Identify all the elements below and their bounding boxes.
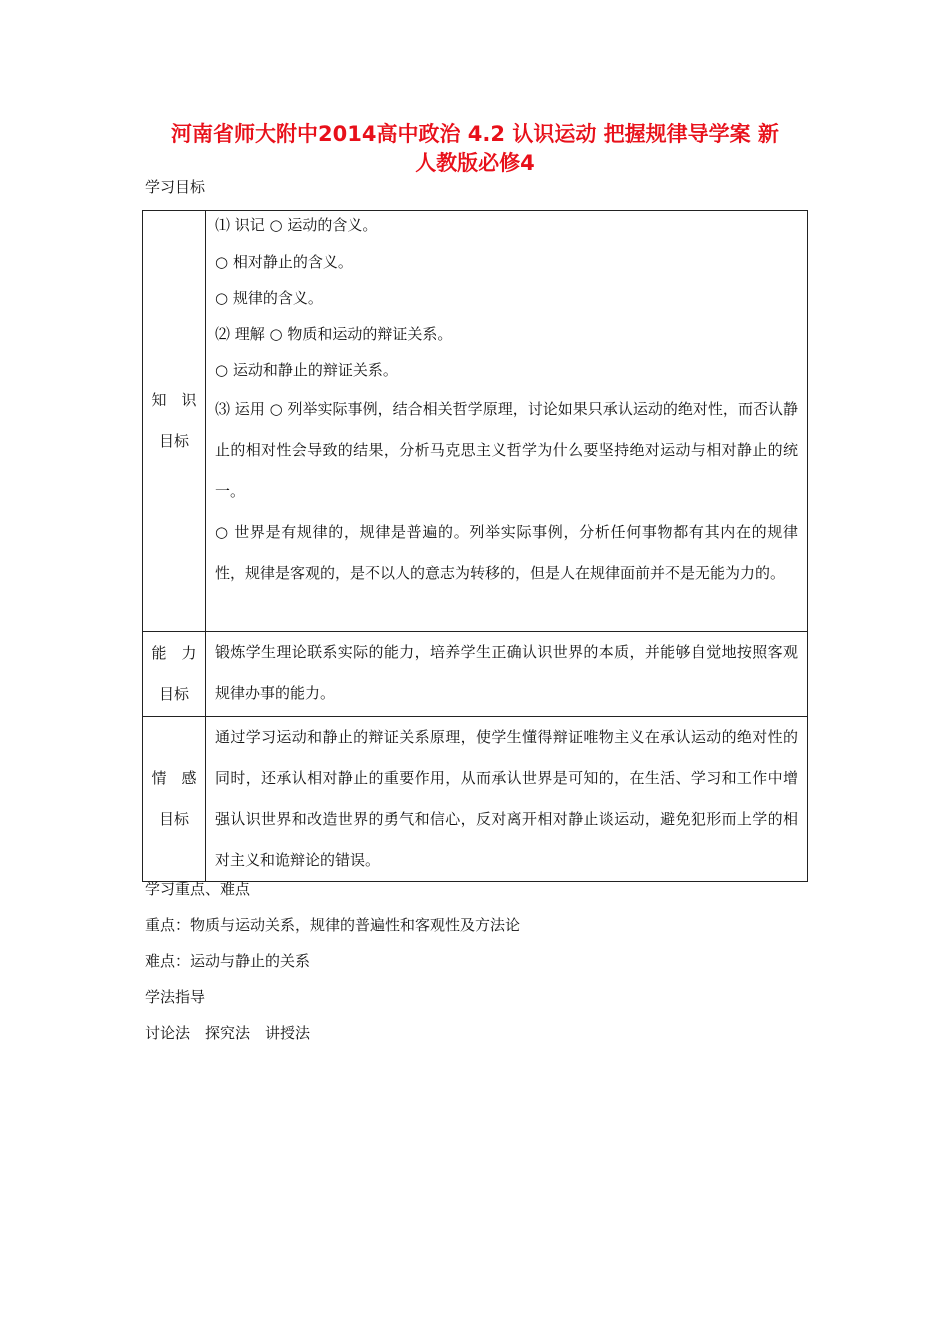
ability-goals-label: 能 力 目标 [143, 632, 206, 717]
knowledge-item: ○ 运动和静止的辩证关系。 [215, 361, 398, 379]
title-line-1: 河南省师大附中2014高中政治 4.2 认识运动 把握规律导学案 新 [171, 122, 779, 146]
section-heading-key-points: 学习重点、难点 [145, 880, 251, 898]
emotion-goals-row [143, 717, 808, 882]
knowledge-goals-content [206, 211, 808, 632]
document-title [120, 120, 830, 178]
knowledge-goals-label: 知 识 目标 [143, 211, 206, 632]
methods-text: 讨论法 探究法 讲授法 [145, 1024, 311, 1042]
knowledge-item: ⑶ 运用 ○ 列举实际事例，结合相关哲学原理，讨论如果只承认运动的绝对性，而否认静止的相对性会导致的结果，分析马克思主义哲学为什么要坚持绝对运动与相对静止的统一。 [215, 400, 798, 500]
ability-goals-row [143, 632, 808, 717]
ability-goals-content [206, 632, 808, 717]
knowledge-item: ○ 世界是有规律的，规律是普遍的。列举实际事例，分析任何事物都有其内在的规律性，规律是客观的，是不以人的意志为转移的，但是人在规律面前并不是无能为力的。 [215, 523, 798, 582]
section-heading-goals: 学习目标 [145, 178, 206, 196]
title-line-2: 人教版必修4 [415, 151, 535, 175]
knowledge-item: ○ 规律的含义。 [215, 289, 323, 307]
emotion-goals-content [206, 717, 808, 882]
goals-table [142, 210, 808, 882]
knowledge-item: ⑵ 理解 ○ 物质和运动的辩证关系。 [215, 325, 453, 343]
section-heading-method: 学法指导 [145, 988, 206, 1006]
emotion-goals-label: 情 感 目标 [143, 717, 206, 882]
knowledge-item: ⑴ 识记 ○ 运动的含义。 [215, 216, 378, 234]
knowledge-item: ○ 相对静止的含义。 [215, 253, 353, 271]
emotion-goals-text: 通过学习运动和静止的辩证关系原理，使学生懂得辩证唯物主义在承认运动的绝对性的同时，还承认相对静止的重要作用，从而承认世界是可知的，在生活、学习和工作中增强认识世界和改造世界的勇气和信心，反对离开相对静止谈运动，避免犯形而上学的相对主义和诡辩论的错误。 [215, 728, 798, 869]
knowledge-goals-row [143, 211, 808, 632]
difficult-point-text: 难点：运动与静止的关系 [145, 952, 311, 970]
ability-goals-text: 锻炼学生理论联系实际的能力，培养学生正确认识世界的本质，并能够自觉地按照客观规律办事的能力。 [215, 643, 798, 702]
key-point-text: 重点：物质与运动关系，规律的普遍性和客观性及方法论 [145, 916, 521, 934]
